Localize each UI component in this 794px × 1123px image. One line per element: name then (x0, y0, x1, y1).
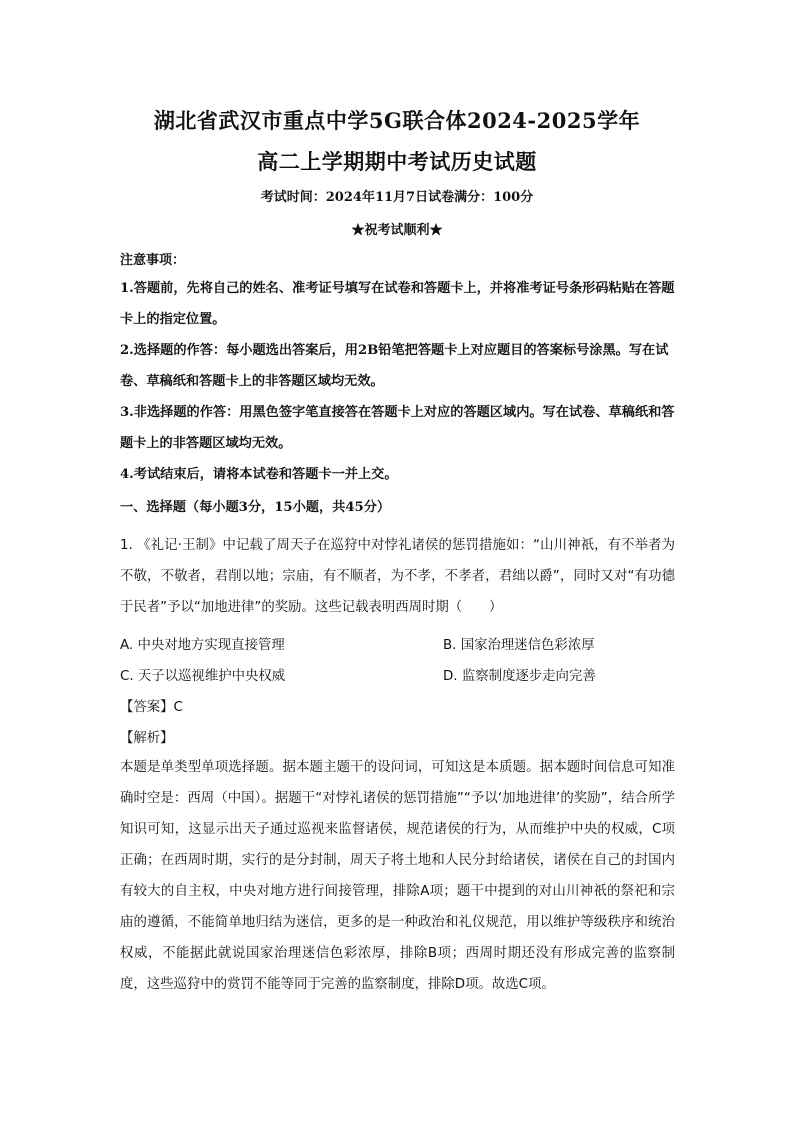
notice-item-2: 2.选择题的作答：每小题选出答案后，用2B铅笔把答题卡上对应题目的答案标号涂黑。写在试卷、草稿纸和答题卡上的非答题区域均无效。 (120, 343, 669, 389)
exam-info: 考试时间：2024年11月7日试卷满分：100分 (260, 190, 534, 205)
analysis-text: 本题是单类型单项选择题。据本题主题干的设问词，可知这是本质题。据本题时间信息可知准确时空是：西周（中国）。据题干“对悖礼诸侯的惩罚措施”“予以‘加地进律’的奖励”，结合所学知识可知，这显示出天子通过巡视来监督诸侯，规范诸侯的行为，从而维护中央的权威，C项正确；在西周时期，实行的是分封制，周天子将土地和人民分封给诸侯，诸侯在自己的封国内有较大的自主权，中央对地方进行间接管理，排除A项；题干中提到的对山川神祇的祭祀和宗庙的遵循，不能简单地归结为迷信，更多的是一种政治和礼仪规范，用以维护等级秩序和统治权威，不能据此就说国家治理迷信色彩浓厚，排除B项；西周时期还没有形成完善的监察制度，这些巡狩中的赏罚不能等同于完善的监察制度，排除D项。故选C项。 (120, 760, 675, 992)
notice-heading: 注意事项： (120, 253, 186, 268)
option-c: C. 天子以巡视维护中央权威 (120, 669, 286, 684)
analysis-label: 【解析】 (120, 731, 174, 746)
notice-item-3: 3.非选择题的作答：用黑色签字笔直接答在答题卡上对应的答题区域内。写在试卷、草稿纸和答题卡上的非答题区域均无效。 (120, 405, 675, 451)
good-luck-line: ★祝考试顺利★ (351, 223, 443, 238)
section-heading: 一、选择题（每小题3分，15小题，共45分） (120, 500, 391, 515)
exam-title-line1: 湖北省武汉市重点中学5G联合体2024-2025学年 (153, 108, 641, 133)
answer-label: 【答案】C (120, 700, 183, 715)
exam-title-line2: 高二上学期期中考试历史试题 (257, 149, 537, 174)
option-d: D. 监察制度逐步走向完善 (443, 669, 596, 684)
notice-item-1: 1.答题前，先将自己的姓名、准考证号填写在试卷和答题卡上，并将准考证号条形码粘贴在答题卡上的指定位置。 (120, 281, 675, 327)
question-stem: 1. 《礼记·王制》中记载了周天子在巡狩中对悖礼诸侯的惩罚措施如：“山川神祇，有不举者为不敬，不敬者，君削以地；宗庙，有不顺者，为不孝，不孝者，君绌以爵”，同时又对“有功德于民者”予以“加地进律”的奖励。这些记载表明西周时期（ ） (120, 538, 675, 615)
option-a: A. 中央对地方实现直接管理 (120, 638, 285, 653)
notice-item-4: 4.考试结束后，请将本试卷和答题卡一并上交。 (120, 467, 398, 482)
option-b: B. 国家治理迷信色彩浓厚 (443, 638, 595, 653)
